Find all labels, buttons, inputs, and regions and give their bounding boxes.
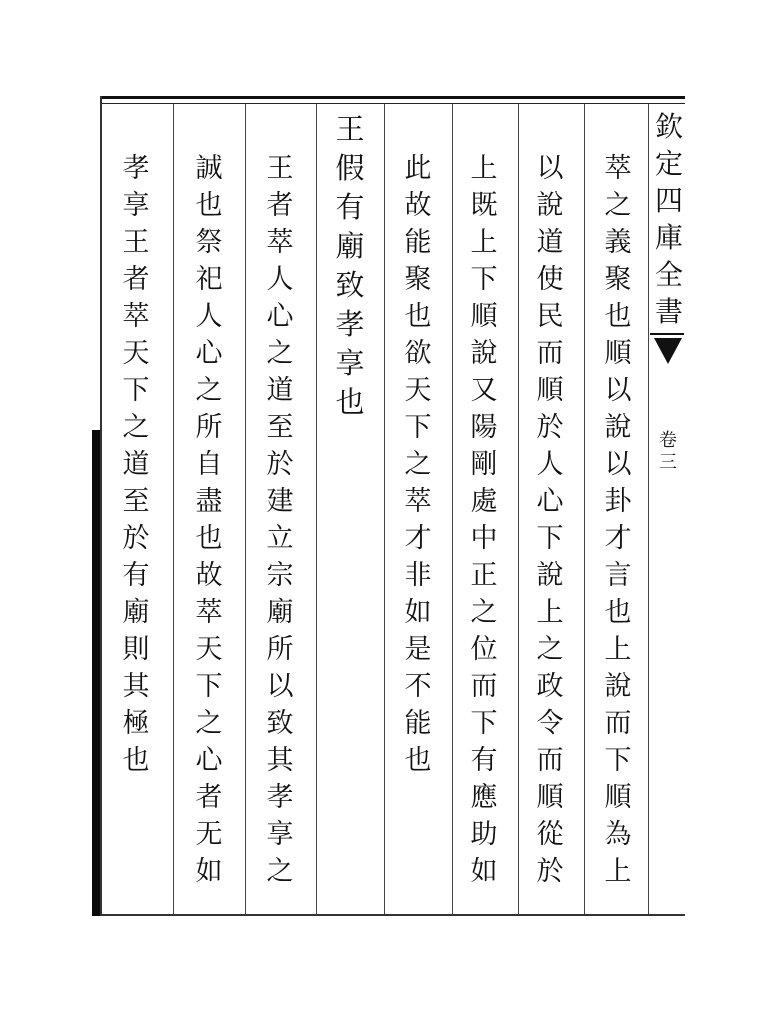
- column-char: 而: [470, 671, 498, 702]
- column-char: 萃: [122, 301, 150, 332]
- column-char: 而: [536, 745, 564, 776]
- column-char: 以: [604, 449, 632, 480]
- column-char: 下: [604, 745, 632, 776]
- column-char: 有: [335, 190, 365, 224]
- column-char: 之: [122, 412, 150, 443]
- column-char: 致: [266, 708, 294, 739]
- column-char: 孝: [335, 307, 365, 341]
- column-char: 宗: [266, 560, 294, 591]
- text-column-4: [390, 150, 446, 779]
- column-char: 建: [266, 486, 294, 517]
- column-char: 位: [470, 634, 498, 665]
- column-char: 為: [604, 819, 632, 850]
- column-char: 則: [122, 634, 150, 665]
- column-char: 順: [604, 782, 632, 813]
- column-char: 享: [122, 190, 150, 221]
- fishtail-mark-icon: [654, 338, 682, 364]
- column-char: 才: [604, 523, 632, 554]
- book-title: [655, 104, 683, 336]
- column-char: 也: [604, 301, 632, 332]
- volume-label: [656, 430, 680, 474]
- text-column-8: [108, 150, 164, 779]
- column-char: 中: [470, 523, 498, 554]
- column-char: 能: [404, 708, 432, 739]
- column-divider: [384, 104, 385, 914]
- column-char: 天: [122, 338, 150, 369]
- column-char: 至: [266, 412, 294, 443]
- column-char: 說: [536, 560, 564, 591]
- column-char: 萃: [195, 597, 223, 628]
- column-char: 道: [266, 375, 294, 406]
- side-margin-rule: [648, 104, 649, 914]
- column-char: 令: [536, 708, 564, 739]
- column-char: 祭: [195, 227, 223, 258]
- column-char: 非: [404, 560, 432, 591]
- column-char: 如: [470, 856, 498, 887]
- column-char: 孝: [266, 782, 294, 813]
- column-char: 无: [195, 819, 223, 850]
- column-char: 正: [470, 560, 498, 591]
- column-char: 也: [404, 745, 432, 776]
- text-column-5: [322, 110, 378, 422]
- title-char: 書: [655, 295, 684, 328]
- column-char: 王: [335, 112, 365, 146]
- column-char: 天: [195, 634, 223, 665]
- column-char: 享: [266, 819, 294, 850]
- column-char: 天: [404, 375, 432, 406]
- column-char: 陽: [470, 412, 498, 443]
- column-char: 廟: [335, 229, 365, 263]
- column-char: 上: [604, 856, 632, 887]
- column-divider: [452, 104, 453, 914]
- column-char: 所: [195, 412, 223, 443]
- column-char: 立: [266, 523, 294, 554]
- column-divider: [173, 104, 174, 914]
- column-char: 應: [470, 782, 498, 813]
- volume-char: 卷: [659, 430, 677, 451]
- column-char: 心: [195, 745, 223, 776]
- text-column-1: [590, 150, 646, 890]
- column-char: 欲: [404, 338, 432, 369]
- column-char: 才: [404, 523, 432, 554]
- column-char: 故: [195, 560, 223, 591]
- column-char: 於: [266, 449, 294, 480]
- column-char: 至: [122, 486, 150, 517]
- column-char: 剛: [470, 449, 498, 480]
- text-column-2: [522, 150, 578, 890]
- column-char: 致: [335, 268, 365, 302]
- column-char: 廟: [266, 597, 294, 628]
- top-border-inner: [100, 103, 685, 104]
- column-char: 聚: [404, 264, 432, 295]
- column-char: 之: [604, 190, 632, 221]
- column-char: 於: [536, 412, 564, 443]
- column-char: 道: [536, 227, 564, 258]
- column-char: 是: [404, 634, 432, 665]
- column-char: 下: [122, 375, 150, 406]
- fishtail-divider: [650, 333, 684, 335]
- column-char: 助: [470, 819, 498, 850]
- column-char: 順: [536, 375, 564, 406]
- column-char: 也: [195, 190, 223, 221]
- column-char: 者: [195, 782, 223, 813]
- column-char: 下: [536, 523, 564, 554]
- column-char: 上: [470, 153, 498, 184]
- left-binding-edge: [92, 430, 100, 916]
- column-char: 以: [536, 153, 564, 184]
- column-char: 也: [604, 597, 632, 628]
- column-char: 其: [266, 745, 294, 776]
- column-char: 上: [470, 227, 498, 258]
- column-char: 如: [404, 597, 432, 628]
- column-char: 之: [536, 634, 564, 665]
- column-char: 廟: [122, 597, 150, 628]
- title-char: 定: [655, 147, 684, 180]
- column-char: 有: [122, 560, 150, 591]
- column-char: 下: [470, 708, 498, 739]
- column-char: 說: [470, 338, 498, 369]
- column-char: 言: [604, 560, 632, 591]
- column-char: 孝: [122, 153, 150, 184]
- column-char: 誠: [195, 153, 223, 184]
- column-char: 而: [536, 338, 564, 369]
- column-char: 順: [604, 338, 632, 369]
- column-char: 者: [122, 264, 150, 295]
- column-divider: [518, 104, 519, 914]
- column-divider: [245, 104, 246, 914]
- column-char: 聚: [604, 264, 632, 295]
- column-char: 有: [470, 745, 498, 776]
- column-char: 萃: [404, 486, 432, 517]
- column-char: 說: [604, 671, 632, 702]
- column-char: 也: [335, 385, 365, 419]
- volume-char: 三: [659, 452, 677, 473]
- left-border: [100, 96, 102, 916]
- column-char: 義: [604, 227, 632, 258]
- column-char: 故: [404, 190, 432, 221]
- title-char: 庫: [655, 221, 684, 254]
- column-char: 假: [335, 151, 365, 185]
- column-char: 而: [604, 708, 632, 739]
- column-char: 心: [266, 301, 294, 332]
- column-char: 人: [195, 301, 223, 332]
- column-char: 之: [195, 375, 223, 406]
- column-char: 也: [195, 523, 223, 554]
- column-char: 王: [122, 227, 150, 258]
- column-char: 萃: [604, 153, 632, 184]
- column-char: 卦: [604, 486, 632, 517]
- column-char: 自: [195, 449, 223, 480]
- column-char: 者: [266, 190, 294, 221]
- column-char: 又: [470, 375, 498, 406]
- column-char: 政: [536, 671, 564, 702]
- column-char: 不: [404, 671, 432, 702]
- column-char: 王: [266, 153, 294, 184]
- column-char: 能: [404, 227, 432, 258]
- column-char: 下: [470, 264, 498, 295]
- title-char: 全: [655, 258, 684, 291]
- column-char: 民: [536, 301, 564, 332]
- column-char: 下: [195, 671, 223, 702]
- column-char: 其: [122, 671, 150, 702]
- column-char: 之: [266, 856, 294, 887]
- column-char: 說: [536, 190, 564, 221]
- text-column-6: [252, 150, 308, 890]
- column-char: 人: [536, 449, 564, 480]
- column-char: 下: [404, 412, 432, 443]
- column-char: 所: [266, 634, 294, 665]
- column-char: 於: [122, 523, 150, 554]
- column-char: 之: [470, 597, 498, 628]
- column-char: 也: [404, 301, 432, 332]
- column-char: 心: [195, 338, 223, 369]
- column-char: 說: [604, 412, 632, 443]
- title-char: 四: [655, 184, 684, 217]
- column-char: 以: [604, 375, 632, 406]
- column-char: 如: [195, 856, 223, 887]
- column-char: 上: [536, 597, 564, 628]
- column-char: 道: [122, 449, 150, 480]
- text-column-7: [181, 150, 237, 890]
- column-char: 也: [122, 745, 150, 776]
- column-char: 此: [404, 153, 432, 184]
- column-char: 享: [335, 346, 365, 380]
- column-char: 從: [536, 819, 564, 850]
- column-char: 之: [266, 338, 294, 369]
- column-divider: [584, 104, 585, 914]
- column-char: 之: [195, 708, 223, 739]
- top-border: [100, 96, 685, 99]
- column-char: 順: [470, 301, 498, 332]
- column-char: 上: [604, 634, 632, 665]
- column-char: 順: [536, 782, 564, 813]
- column-char: 以: [266, 671, 294, 702]
- title-char: 欽: [655, 110, 684, 143]
- bottom-border: [100, 914, 685, 916]
- column-char: 處: [470, 486, 498, 517]
- column-char: 萃: [266, 227, 294, 258]
- column-char: 人: [266, 264, 294, 295]
- column-char: 祀: [195, 264, 223, 295]
- column-char: 心: [536, 486, 564, 517]
- column-char: 盡: [195, 486, 223, 517]
- column-char: 極: [122, 708, 150, 739]
- column-char: 之: [404, 449, 432, 480]
- column-char: 既: [470, 190, 498, 221]
- text-column-3: [456, 150, 512, 890]
- column-char: 於: [536, 856, 564, 887]
- column-char: 使: [536, 264, 564, 295]
- column-divider: [316, 104, 317, 914]
